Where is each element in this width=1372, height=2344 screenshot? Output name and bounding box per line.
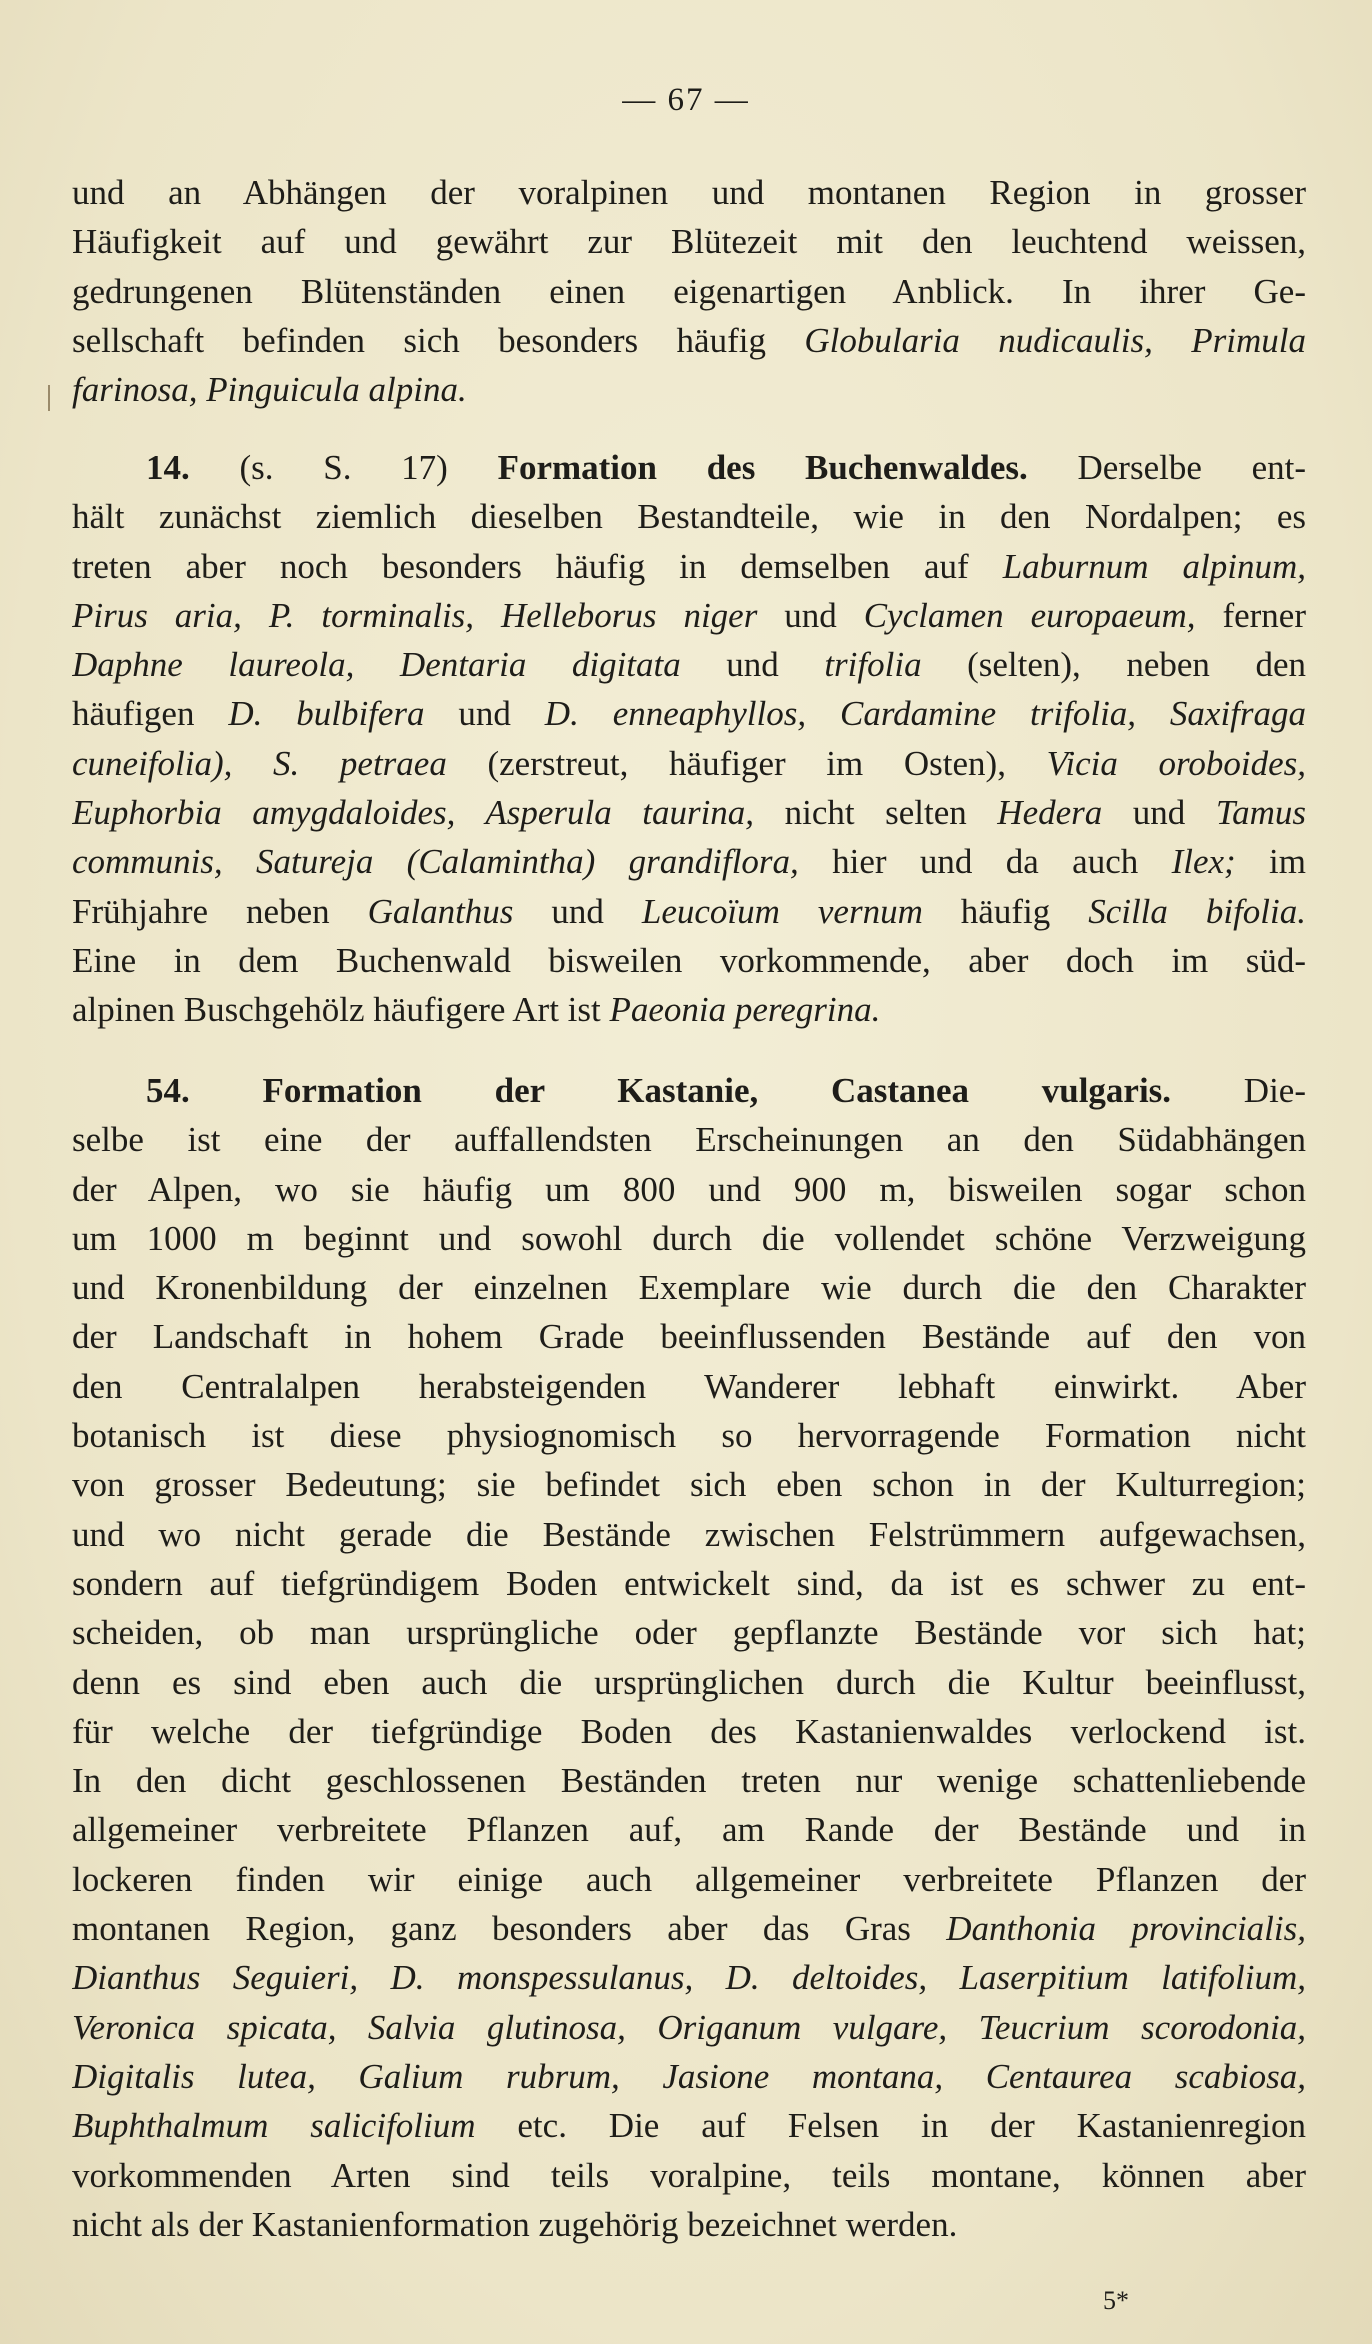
text-line	[72, 168, 1306, 217]
text-run: denn es sind eben auch die ursprünglichen durch die Kultur beeinflusst,	[72, 1662, 1306, 1702]
italic-species-name: Euphorbia amygdaloides, Asperula taurina,	[72, 793, 755, 833]
text-run: Eine in dem Buchenwald bisweilen vorkommende, aber doch im süd-	[72, 940, 1306, 980]
italic-species-name: Buphthalmum salicifolium	[72, 2106, 476, 2146]
text-run: häufig	[922, 891, 1089, 931]
text-run: häufigen	[72, 694, 229, 734]
text-line	[72, 1904, 1306, 1953]
italic-species-name: Pirus aria, P. torminalis, Helleborus niger	[72, 595, 758, 635]
text-line	[72, 365, 1306, 414]
text-run: (zerstreut, häufiger im Osten),	[446, 743, 1047, 783]
text-run: nicht selten	[754, 793, 998, 833]
text-run: Häufigkeit auf und gewährt zur Blütezeit mit den leuchtend weissen,	[72, 222, 1306, 262]
italic-species-name: Daphne laureola, Dentaria digitata	[72, 645, 681, 685]
text-line	[72, 1411, 1306, 1460]
text-run: und Kronenbildung der einzelnen Exemplare wie durch die den Charakter	[72, 1268, 1306, 1308]
text-line	[72, 1756, 1306, 1805]
text-run: vorkommenden Arten sind teils voralpine, teils montane, können aber	[72, 2155, 1306, 2195]
text-run: allgemeiner verbreitete Pflanzen auf, am Rande der Bestände und in	[72, 1810, 1306, 1850]
italic-species-name: Leucoïum vernum	[641, 891, 923, 931]
text-run: etc. Die auf Felsen in der Kastanienregion	[475, 2106, 1306, 2146]
italic-species-name: D. bulbifera	[228, 694, 425, 734]
text-run: hält zunächst ziemlich dieselben Bestandteile, wie in den Nordalpen; es	[72, 497, 1306, 537]
text-run: In den dicht geschlossenen Beständen treten nur wenige schattenliebende	[72, 1761, 1306, 1801]
paragraph-1	[72, 168, 1306, 414]
text-run: den Centralalpen herabsteigenden Wanderer lebhaft einwirkt. Aber	[72, 1366, 1306, 1406]
bold-heading: 14.	[146, 448, 190, 487]
paragraph-formation-kastanie	[72, 1066, 1306, 2249]
text-line	[72, 591, 1306, 640]
text-line	[72, 1707, 1306, 1756]
text-line	[72, 936, 1306, 985]
text-run: hier und da auch	[798, 842, 1172, 882]
italic-species-name: Scilla bifolia.	[1088, 891, 1306, 931]
italic-species-name: Cyclamen europaeum,	[863, 595, 1196, 635]
text-line	[72, 316, 1306, 365]
text-line	[72, 1165, 1306, 1214]
text-run: alpinen Buschgehölz häufigere Art ist	[72, 990, 610, 1030]
text-line	[72, 739, 1306, 788]
italic-species-name: Globularia nudicaulis, Primula	[804, 320, 1306, 360]
text-line	[72, 492, 1306, 541]
text-run: und	[424, 694, 545, 734]
text-line	[72, 689, 1306, 738]
text-run: (selten), neben den	[921, 645, 1306, 685]
italic-species-name: Ilex;	[1171, 842, 1236, 882]
text-line	[72, 1953, 1306, 2002]
text-line	[72, 1312, 1306, 1361]
text-run: und	[1102, 793, 1216, 833]
text-line	[72, 837, 1306, 886]
text-run: sondern auf tiefgründigem Boden entwickelt sind, da ist es schwer zu ent-	[72, 1563, 1306, 1603]
italic-species-name: Tamus	[1215, 793, 1306, 833]
text-run: von grosser Bedeutung; sie befindet sich eben schon in der Kulturregion;	[72, 1465, 1306, 1505]
italic-species-name: Paeonia peregrina.	[609, 990, 881, 1030]
text-run: Frühjahre neben	[72, 891, 368, 931]
italic-species-name: D. enneaphyllos, Cardamine trifolia, Saxifraga	[544, 694, 1306, 734]
text-run: lockeren finden wir einige auch allgemeiner verbreitete Pflanzen der	[72, 1859, 1306, 1899]
italic-species-name: Galanthus	[367, 891, 514, 931]
text-line	[72, 542, 1306, 591]
italic-species-name: cuneifolia), S. petraea	[72, 743, 447, 783]
text-run: der Alpen, wo sie häufig um 800 und 900 m, bisweilen sogar schon	[72, 1169, 1306, 1209]
text-run: scheiden, ob man ursprüngliche oder gepflanzte Bestände vor sich hat;	[72, 1613, 1306, 1653]
text-line	[72, 2003, 1306, 2052]
text-run: für welche der tiefgründige Boden des Kastanienwaldes verlockend ist.	[72, 1711, 1306, 1751]
text-run: treten aber noch besonders häufig in demselben auf	[72, 546, 1003, 586]
italic-species-name: farinosa, Pinguicula alpina.	[72, 370, 467, 410]
text-run: und	[680, 645, 825, 685]
text-line	[72, 267, 1306, 316]
text-line	[72, 2151, 1306, 2200]
bold-heading: Formation des Buchenwaldes.	[497, 448, 1028, 487]
text-line	[72, 887, 1306, 936]
text-line	[72, 2052, 1306, 2101]
text-line	[72, 2101, 1306, 2150]
text-run: und	[757, 595, 864, 635]
text-line	[72, 985, 1306, 1034]
text-line	[72, 443, 1306, 492]
italic-species-name: Dianthus Seguieri, D. monspessulanus, D. deltoides, Laserpitium latifolium,	[72, 1958, 1306, 1998]
text-line	[72, 1608, 1306, 1657]
text-line	[72, 1460, 1306, 1509]
text-line	[72, 1263, 1306, 1312]
italic-species-name: Veronica spicata, Salvia glutinosa, Origanum vulgare, Teucrium scorodonia,	[72, 2007, 1306, 2047]
text-run: sellschaft befinden sich besonders häufig	[72, 320, 805, 360]
text-line	[72, 1805, 1306, 1854]
text-line	[72, 1066, 1306, 1115]
signature-mark: 5*	[1103, 2286, 1129, 2315]
text-run: Derselbe ent-	[1027, 448, 1306, 487]
text-line	[72, 1362, 1306, 1411]
italic-species-name: Hedera	[997, 793, 1103, 833]
text-run: (s. S. 17)	[189, 448, 498, 487]
text-run: im	[1235, 842, 1306, 882]
text-line	[72, 1559, 1306, 1608]
paragraph-formation-buchenwaldes	[72, 443, 1306, 1035]
italic-species-name: communis, Satureja (Calamintha) grandiflora,	[72, 842, 799, 882]
text-run: und wo nicht gerade die Bestände zwischen Felstrümmern aufgewachsen,	[72, 1514, 1306, 1554]
text-run: der Landschaft in hohem Grade beeinflussenden Bestände auf den von	[72, 1317, 1306, 1357]
text-run: und an Abhängen der voralpinen und montanen Region in grosser	[72, 173, 1306, 212]
italic-species-name: Laburnum alpinum,	[1002, 546, 1306, 586]
text-line	[72, 1115, 1306, 1164]
italic-species-name: trifolia	[824, 645, 922, 685]
text-run: und	[513, 891, 642, 931]
margin-mark	[48, 385, 50, 411]
text-line	[72, 1510, 1306, 1559]
text-run: Die-	[1171, 1071, 1306, 1110]
text-run: ferner	[1195, 595, 1306, 635]
italic-species-name: Vicia oroboides,	[1046, 743, 1306, 783]
text-line	[72, 1855, 1306, 1904]
text-run: montanen Region, ganz besonders aber das Gras	[72, 1909, 947, 1949]
text-line	[72, 1658, 1306, 1707]
text-line	[72, 1214, 1306, 1263]
text-run: selbe ist eine der auffallendsten Erscheinungen an den Südabhängen	[72, 1120, 1306, 1160]
text-line	[72, 2200, 1306, 2249]
text-line	[72, 788, 1306, 837]
text-run: nicht als der Kastanienformation zugehörig bezeichnet werden.	[72, 2204, 958, 2244]
text-run: gedrungenen Blütenständen einen eigenartigen Anblick. In ihrer Ge-	[72, 271, 1306, 311]
text-run: botanisch ist diese physiognomisch so hervorragende Formation nicht	[72, 1416, 1306, 1456]
text-run: um 1000 m beginnt und sowohl durch die vollendet schöne Verzweigung	[72, 1218, 1306, 1258]
text-line	[72, 640, 1306, 689]
bold-heading: 54. Formation der Kastanie, Castanea vulgaris.	[146, 1071, 1172, 1110]
italic-species-name: Danthonia provincialis,	[946, 1909, 1306, 1949]
text-line	[72, 217, 1306, 266]
italic-species-name: Digitalis lutea, Galium rubrum, Jasione montana, Centaurea scabiosa,	[72, 2056, 1306, 2096]
page-number: — 67 —	[622, 82, 750, 118]
